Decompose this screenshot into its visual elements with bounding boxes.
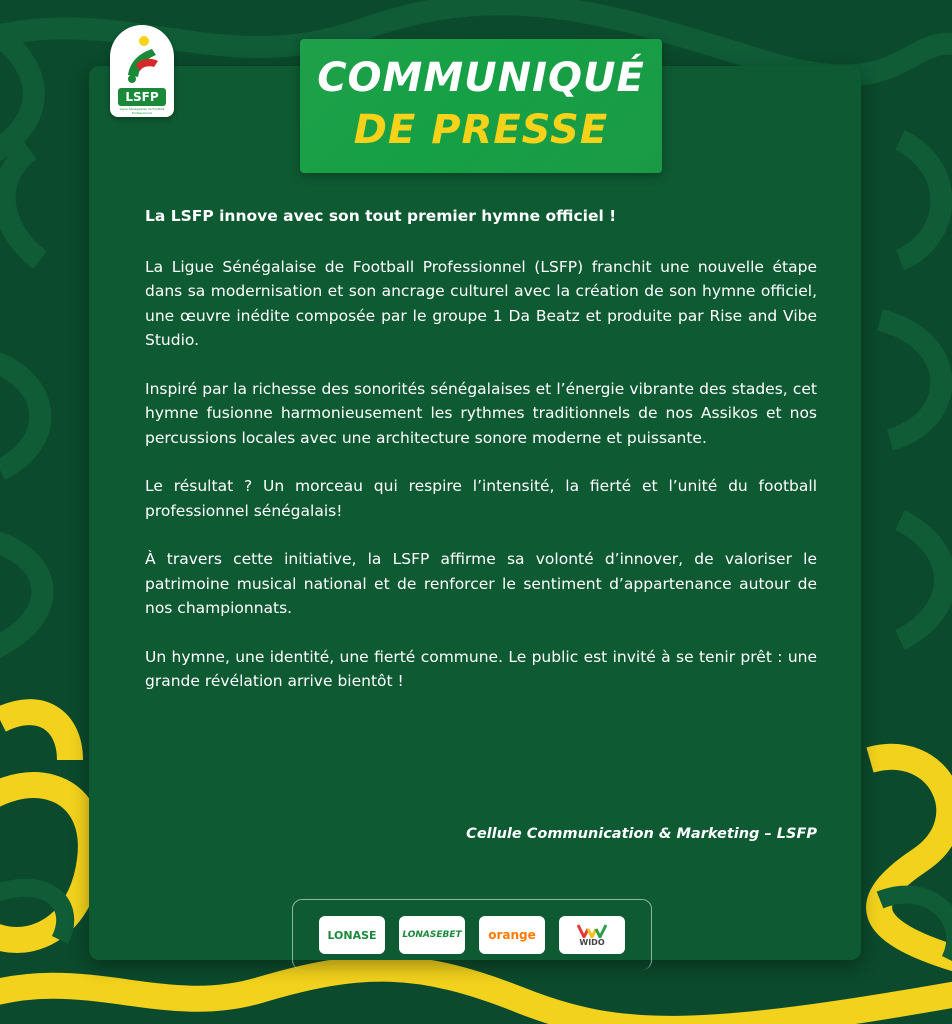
lonasebet-logo xyxy=(399,916,465,954)
press-release-body xyxy=(145,204,817,718)
sponsor-name: orange xyxy=(488,928,536,942)
wido-logo xyxy=(559,916,625,954)
lsfp-logo-name: LSFP xyxy=(118,88,166,106)
orange-logo xyxy=(479,916,545,954)
press-release-banner xyxy=(300,39,662,173)
sponsor-name: WIDO xyxy=(579,937,605,947)
banner-title-line1: COMMUNIQUÉ xyxy=(317,55,645,101)
lsfp-logo-subtitle: Ligue Sénégalaise de Football Professionnel xyxy=(119,107,165,115)
headline: La LSFP innove avec son tout premier hymne officiel ! xyxy=(145,207,617,225)
lsfp-logo-icon xyxy=(110,25,174,89)
paragraph: Inspiré par la richesse des sonorités sénégalaises et l’énergie vibrante des stades, cet hymne fusionne harmonieusement les rythmes traditionnels de nos Assikos et nos percussions locales avec une architecture sonore moderne et puissante. xyxy=(145,379,817,447)
wido-w-icon xyxy=(577,924,607,938)
paragraph: Un hymne, une identité, une fierté commune. Le public est invité à se tenir prêt : une grande révélation arrive bientôt ! xyxy=(145,647,817,690)
sponsor-name: LONASEBET xyxy=(402,930,462,940)
sponsors-bar xyxy=(292,899,652,970)
paragraph: Le résultat ? Un morceau qui respire l’intensité, la fierté et l’unité du football professionnel sénégalais! xyxy=(145,477,817,520)
banner-title-line2: DE PRESSE xyxy=(353,107,609,153)
paragraph: À travers cette initiative, la LSFP affirme sa volonté d’innover, de valoriser le patrimoine musical national et de renforcer le sentiment d’appartenance autour de nos championnats. xyxy=(145,550,817,617)
paragraph: La Ligue Sénégalaise de Football Professionnel (LSFP) franchit une nouvelle étape dans sa modernisation et son ancrage culturel avec la création de son hymne officiel, une œuvre inédite composée par le groupe 1 Da Beatz et produite par Rise and Vibe Studio. xyxy=(145,257,817,349)
lonase-logo xyxy=(319,916,385,954)
lsfp-logo xyxy=(110,25,174,117)
signature: Cellule Communication & Marketing – LSFP xyxy=(466,826,817,842)
sponsor-name: LONASE xyxy=(327,928,377,942)
